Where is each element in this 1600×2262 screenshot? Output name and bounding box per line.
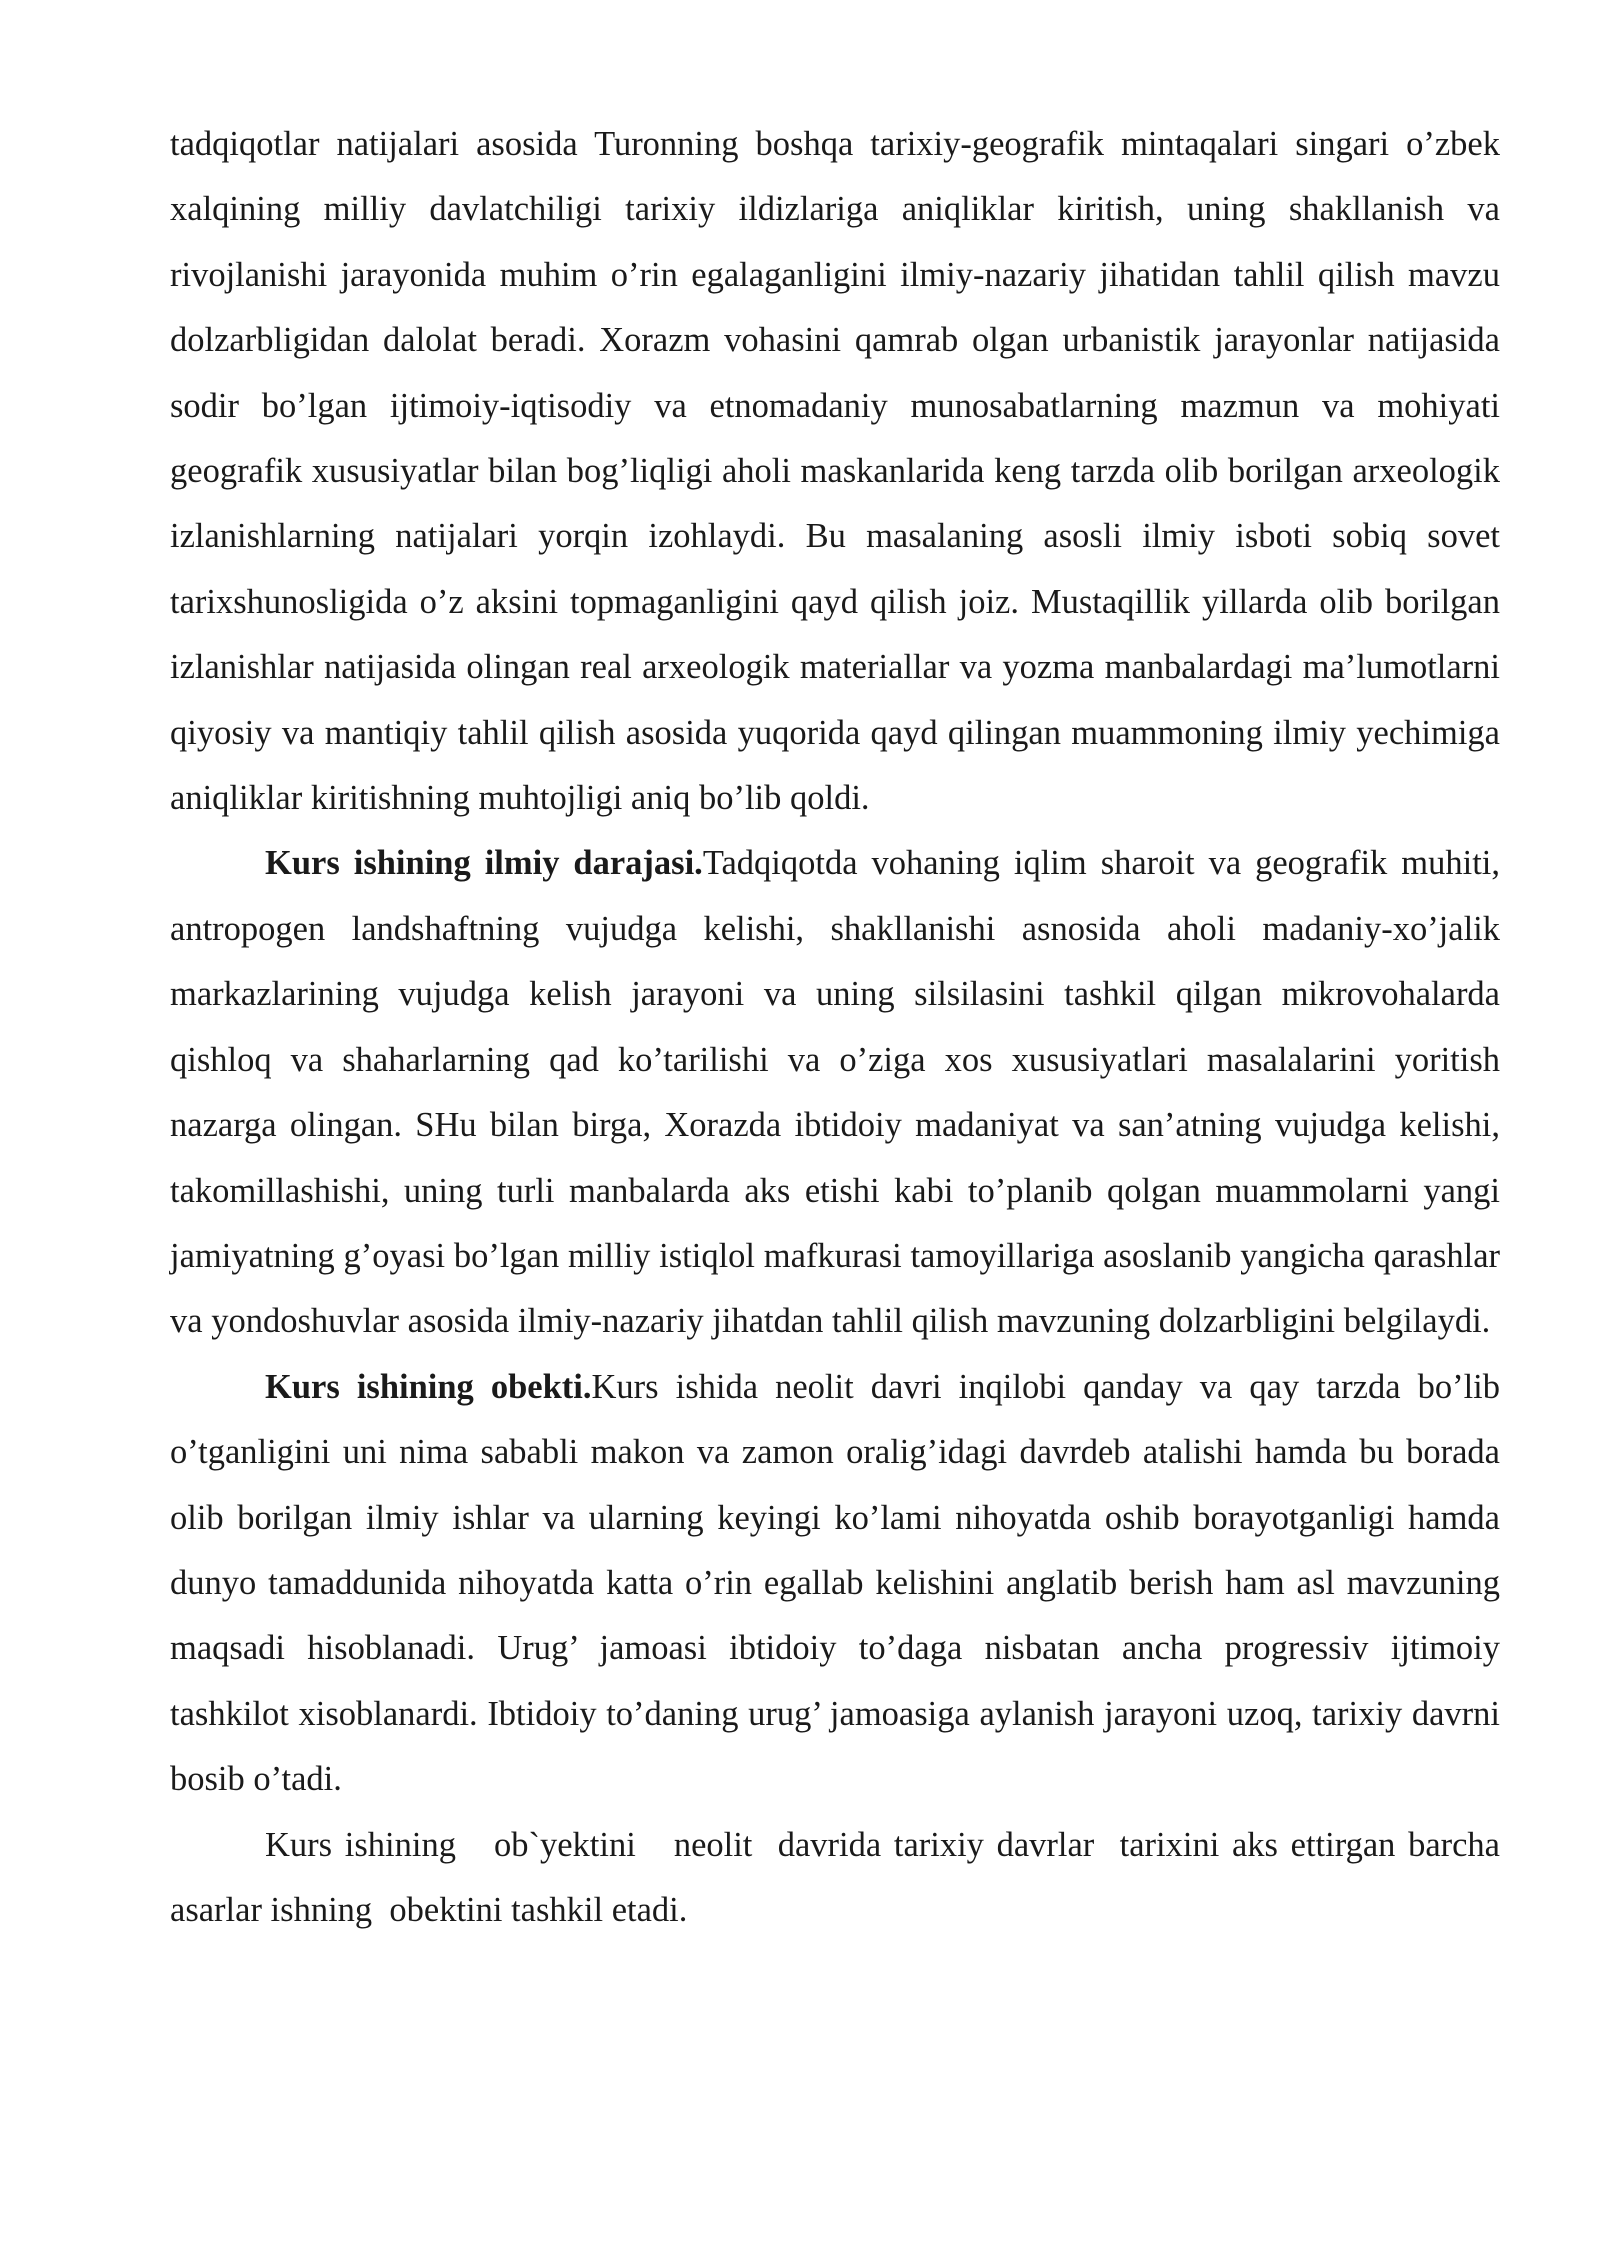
paragraph-text: Tadqiqotda vohaning iqlim sharoit va geografik muhiti, antropogen landshaftning vujudga kelishi, shakllanishi asnosida aholi madaniy-xo’jalik markazlarining vujudga kelish jarayoni va uning silsilasini tashkil qilgan mikrovohalarda qishloq va shaharlarning qad ko’tarilishi va o’ziga xos xususiyatlari masalalarini yoritish nazarga olingan. SHu bilan birga, Xorazda ibtidoiy madaniyat va san’atning vujudga kelishi, takomillashishi, uning turli manbalarda aks etishi kabi to’planib qolgan muammolarni yangi jamiyatning g’oyasi bo’lgan milliy istiqlol mafkurasi tamoyillariga asoslanib yangicha qarashlar va yondoshuvlar asosida ilmiy-nazariy jihatdan tahlil qilish mavzuning dolzarbligini belgilaydi. (170, 844, 1500, 1341)
body-paragraph (170, 1813, 1509, 1944)
document-page (170, 112, 1509, 1943)
body-paragraph (170, 831, 1500, 1354)
body-paragraph (170, 112, 1500, 831)
paragraph-text: tadqiqotlar natijalari asosida Turonning boshqa tarixiy-geografik mintaqalari singari o’zbek xalqining milliy davlatchiligi tarixiy ildizlariga aniqliklar kiritish, uning shakllanish va rivojlanishi jarayonida muhim o’rin egalaganligini ilmiy-nazariy jihatidan tahlil qilish mavzu dolzarbligidan dalolat beradi. Xorazm vohasini qamrab olgan urbanistik jarayonlar natijasida sodir bo’lgan ijtimoiy-iqtisodiy va etnomadaniy munosabatlarning mazmun va mohiyati geografik xususiyatlar bilan bog’liqligi aholi maskanlarida keng tarzda olib borilgan arxeologik izlanishlarning natijalari yorqin izohlaydi. Bu masalaning asosli ilmiy isboti sobiq sovet tarixshunosligida o’z aksini topmaganligini qayd qilish joiz. Mustaqillik yillarda olib borilgan izlanishlar natijasida olingan real arxeologik materiallar va yozma manbalardagi ma’lumotlarni qiyosiy va mantiqiy tahlil qilish asosida yuqorida qayd qilingan muammoning ilmiy yechimiga aniqliklar kiritishning muhtojligi aniq bo’lib qoldi. (170, 125, 1500, 818)
paragraph-text: Kurs ishida neolit davri inqilobi qanday va qay tarzda bo’lib o’tganligini uni nima sababli makon va zamon oralig’idagi davrdeb atalishi hamda bu borada olib borilgan ilmiy ishlar va ularning keyingi ko’lami nihoyatda oshib borayotganligi hamda dunyo tamaddunida nihoyatda katta o’rin egallab kelishini anglatib berish ham asl mavzuning maqsadi hisoblanadi. Urug’ jamoasi ibtidoiy to’daga nisbatan ancha progressiv ijtimoiy tashkilot xisoblanardi. Ibtidoiy to’daning urug’ jamoasiga aylanish jarayoni uzoq, tarixiy davrni bosib o’tadi. (170, 1367, 1500, 1799)
body-paragraph (170, 1355, 1500, 1813)
section-heading-obekti: Kurs ishining obekti. (265, 1367, 592, 1406)
section-heading-ilmiy-darajasi: Kurs ishining ilmiy darajasi. (265, 844, 703, 883)
paragraph-text: Kurs ishining ob`yektini neolit davrida tarixiy davrlar tarixini aks ettirgan barcha asarlar ishning obektini tashkil etadi. (170, 1825, 1509, 1929)
